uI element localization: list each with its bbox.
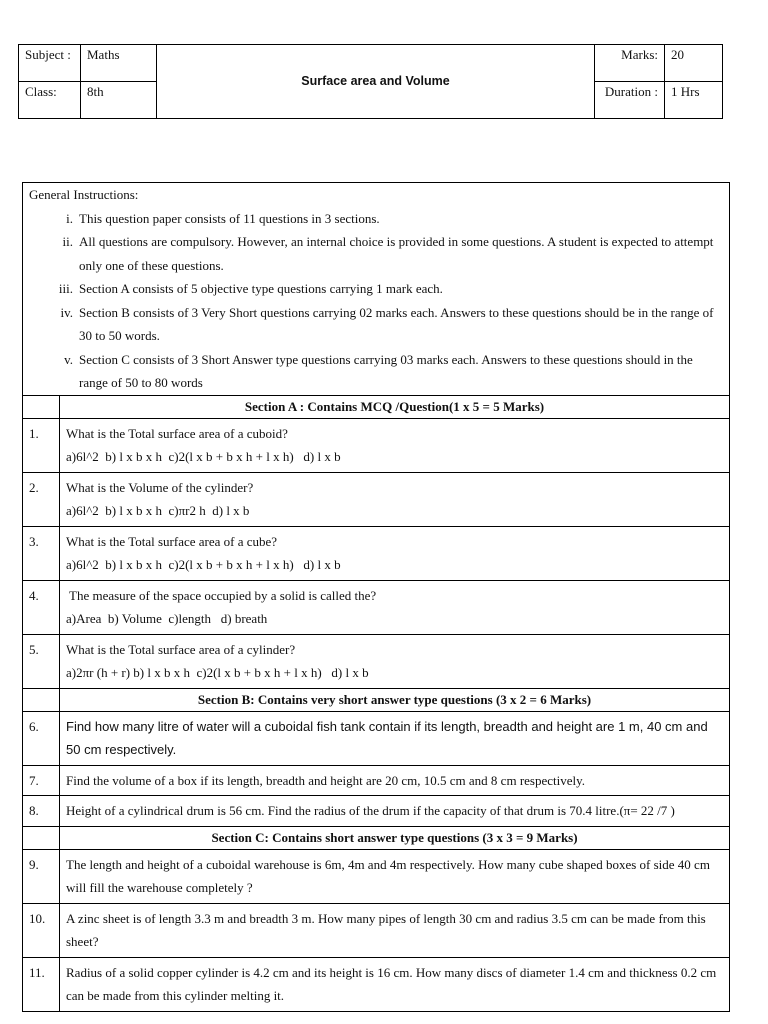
marks-value: 20 <box>665 45 723 82</box>
instructions-list <box>29 207 723 395</box>
question-options: a)6l^2 b) l x b x h c)2(l x b + b x h + l x h) d) l x b <box>66 557 341 572</box>
question-text: What is the Total surface area of a cylinder? <box>66 641 296 657</box>
question-number: 7. <box>23 765 60 796</box>
question-number: 3. <box>23 526 60 580</box>
question-row <box>23 418 730 472</box>
question-text: What is the Volume of the cylinder? <box>66 479 254 495</box>
duration-value: 1 Hrs <box>665 82 723 119</box>
section-a-title: Section A : Contains MCQ /Question(1 x 5 = 5 Marks) <box>60 395 730 418</box>
class-label: Class: <box>19 82 81 119</box>
question-number: 9. <box>23 849 60 903</box>
question-text: Find the volume of a box if its length, breadth and height are 20 cm, 10.5 cm and 8 cm respectively. <box>60 765 730 796</box>
question-text: Radius of a solid copper cylinder is 4.2 cm and its height is 16 cm. How many discs of diameter 1.4 cm and thickness 0.2 cm can be made from this cylinder melting it. <box>60 957 730 1011</box>
question-row <box>23 796 730 827</box>
question-number: 2. <box>23 472 60 526</box>
instruction-item: ii. All questions are compulsory. However, an internal choice is provided in some questions. A student is expected to attempt only one of these questions. <box>62 234 714 273</box>
question-text: Find how many litre of water will a cuboidal fish tank contain if its length, breadth and height are 1 m, 40 cm and 50 cm respectively. <box>60 711 730 765</box>
paper-title: Surface area and Volume <box>157 45 595 119</box>
question-row <box>23 580 730 634</box>
subject-label: Subject : <box>19 45 81 82</box>
question-text: Height of a cylindrical drum is 56 cm. Find the radius of the drum if the capacity of that drum is 70.4 litre.(π= 22 /7 ) <box>60 796 730 827</box>
question-row <box>23 526 730 580</box>
question-row <box>23 634 730 688</box>
question-options: a)6l^2 b) l x b x h c)πr2 h d) l x b <box>66 503 250 518</box>
class-value: 8th <box>81 82 157 119</box>
question-number: 11. <box>23 957 60 1011</box>
question-cell <box>60 418 730 472</box>
question-text: A zinc sheet is of length 3.3 m and breadth 3 m. How many pipes of length 30 cm and radius 3.5 cm can be made from this sheet? <box>60 903 730 957</box>
instructions-heading: General Instructions: <box>29 187 139 202</box>
instruction-item: iv. Section B consists of 3 Very Short questions carrying 02 marks each. Answers to these questions should be in the range of 30 to 50 words. <box>60 304 714 343</box>
question-number: 4. <box>23 580 60 634</box>
question-number: 1. <box>23 418 60 472</box>
question-options: a)6l^2 b) l x b x h c)2(l x b + b x h + l x h) d) l x b <box>66 449 341 464</box>
instruction-item: iii. Section A consists of 5 objective type questions carrying 1 mark each. <box>58 281 443 296</box>
instruction-item: v. Section C consists of 3 Short Answer type questions carrying 03 marks each. Answers to these questions should in the range of 50 to 80 words <box>64 351 693 390</box>
question-cell <box>60 472 730 526</box>
question-text: What is the Total surface area of a cube? <box>66 533 278 549</box>
marks-label: Marks: <box>595 45 665 82</box>
question-cell <box>60 526 730 580</box>
section-c-title: Section C: Contains short answer type questions (3 x 3 = 9 Marks) <box>60 826 730 849</box>
section-b-title: Section B: Contains very short answer type questions (3 x 2 = 6 Marks) <box>60 688 730 711</box>
instruction-item: i. This question paper consists of 11 questions in 3 sections. <box>66 210 380 226</box>
subject-value: Maths <box>81 45 157 82</box>
header-table <box>18 44 723 119</box>
question-text: The measure of the space occupied by a solid is called the? <box>66 587 377 603</box>
question-row <box>23 849 730 903</box>
question-number: 10. <box>23 903 60 957</box>
question-options: a)2πr (h + r) b) l x b x h c)2(l x b + b x h + l x h) d) l x b <box>66 665 369 680</box>
question-row <box>23 472 730 526</box>
question-row <box>23 765 730 796</box>
question-row <box>23 711 730 765</box>
question-row <box>23 903 730 957</box>
question-number: 8. <box>23 796 60 827</box>
question-text: The length and height of a cuboidal warehouse is 6m, 4m and 4m respectively. How many cube shaped boxes of side 40 cm will fill the warehouse completely ? <box>60 849 730 903</box>
question-table <box>22 182 730 1012</box>
question-cell <box>60 634 730 688</box>
question-options: a)Area b) Volume c)length d) breath <box>66 611 268 626</box>
question-text: What is the Total surface area of a cuboid? <box>66 425 288 441</box>
general-instructions <box>23 183 730 396</box>
question-number: 5. <box>23 634 60 688</box>
question-row <box>23 957 730 1011</box>
duration-label: Duration : <box>595 82 665 119</box>
question-cell <box>60 580 730 634</box>
question-number: 6. <box>23 711 60 765</box>
